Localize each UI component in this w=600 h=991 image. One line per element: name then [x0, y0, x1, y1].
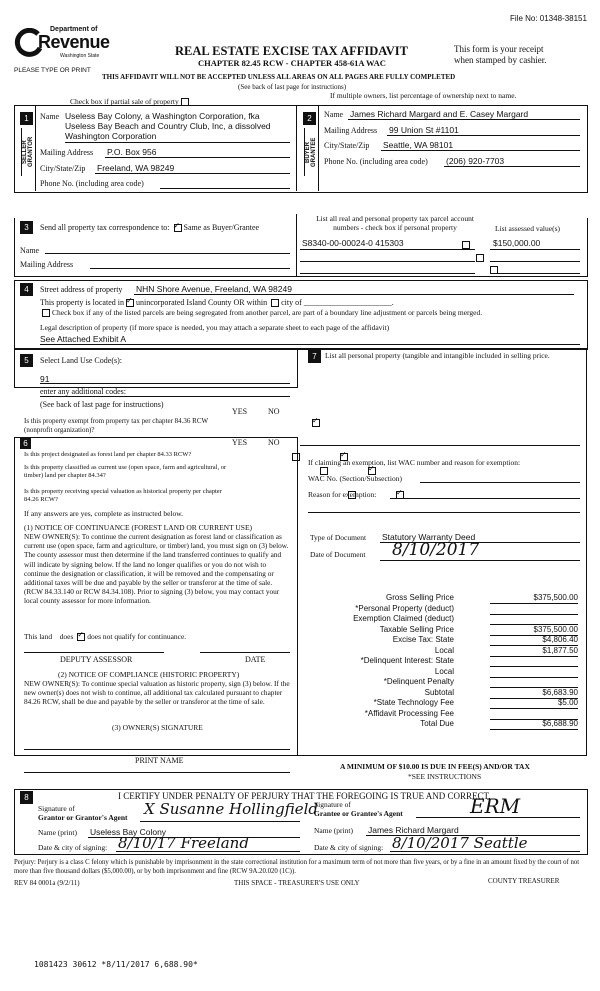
type-or-print: PLEASE TYPE OR PRINT [14, 67, 91, 74]
buyer-name[interactable]: James Richard Margard and E. Casey Margard [350, 109, 529, 119]
seller-name-3[interactable]: Washington Corporation [65, 131, 157, 141]
tax-row-label: Excise Tax: State [392, 635, 454, 644]
grantee-date[interactable]: 8/10/2017 Seattle [392, 834, 528, 852]
doc-type[interactable]: Statutory Warranty Deed [382, 532, 476, 542]
department-logo [14, 26, 124, 62]
tax-row [300, 677, 582, 688]
tax-row-value[interactable] [490, 709, 578, 720]
buyer-phone-label: Phone No. (including area code) [324, 157, 428, 166]
street-label: Street address of property [40, 285, 123, 294]
county-treasurer: COUNTY TREASURER [488, 877, 560, 885]
section-2-number: 2 [303, 112, 316, 125]
tax-row-value[interactable] [490, 677, 578, 688]
see-back-note: (See back of last page for instructions) [238, 83, 347, 91]
seller-mailing[interactable]: P.O. Box 956 [107, 147, 157, 157]
buyer-phone[interactable]: (206) 920-7703 [446, 156, 505, 166]
section-3-number: 3 [20, 221, 33, 234]
file-number: File No: 01348-38151 [510, 14, 587, 23]
does-not-checkbox[interactable] [77, 633, 85, 641]
located-line: This property is located in✓ unincorporated Island County OR within city of ______________________. [40, 298, 394, 307]
historic-question: Is this property receiving special valuation as historical property per chapter 84.26 RCW? [24, 488, 222, 503]
grantee-date-label: Date & city of signing: [314, 843, 384, 852]
tax-row-value[interactable] [490, 604, 578, 615]
seller-tab: SELLER GRANTOR [21, 128, 36, 176]
tax-row [300, 688, 582, 699]
section-6-number: 6 [20, 438, 31, 449]
receipt-note-2: when stamped by cashier. [454, 55, 547, 65]
tax-row-label: Exemption Claimed (deduct) [353, 614, 454, 623]
seller-name-2[interactable]: Useless Bay Beach and Country Club, Inc, a dissolved [65, 121, 271, 131]
tax-row-label: *Delinquent Penalty [383, 677, 454, 686]
buyer-mailing[interactable]: 99 Union St #1101 [389, 125, 459, 135]
section-4-number: 4 [20, 283, 33, 296]
doc-type-label: Type of Document [310, 533, 367, 542]
sec3-mailing-label: Mailing Address [20, 260, 74, 269]
dept-line2: Revenue [38, 32, 110, 52]
seller-city[interactable]: Freeland, WA 98249 [97, 163, 175, 173]
exemption-label: If claiming an exemption, list WAC number and reason for exemption: [308, 458, 521, 467]
assessed-1[interactable]: $150,000.00 [493, 238, 541, 248]
receipt-note-1: This form is your receipt [454, 44, 544, 54]
grantor-name-label: Name (print) [38, 828, 77, 837]
grantor-name[interactable]: Useless Bay Colony [90, 827, 167, 837]
minimum-due: A MINIMUM OF $10.00 IS DUE IN FEE(S) AND/OR TAX [340, 762, 530, 771]
sec5-no: NO [268, 407, 280, 416]
segregated-line: Check box if any of the listed parcels are being segregated from another parcel, are part of a boundary line adjustment or parcels being merged. [40, 308, 482, 317]
reason-label: Reason for exemption: [308, 490, 377, 499]
tax-row-label: *State Technology Fee [373, 698, 454, 707]
dept-line1: Department of [50, 26, 98, 33]
tax-row-value[interactable]: $6,688.90 [490, 719, 578, 730]
multiple-owners-note: If multiple owners, list percentage of ownership next to name. [330, 91, 517, 100]
dept-line3: Washington State [60, 53, 100, 59]
grantee-sig-label: Signature of Grantee or Grantee's Agent [314, 800, 403, 818]
form-warning: THIS AFFIDAVIT WILL NOT BE ACCEPTED UNLESS ALL AREAS ON ALL PAGES ARE FULLY COMPLETED [102, 73, 456, 81]
sec3-name-label: Name [20, 246, 40, 255]
tax-row-label: Local [434, 645, 454, 655]
buyer-city-label: City/State/Zip [324, 141, 370, 150]
tax-row [300, 709, 582, 720]
tax-row [300, 646, 582, 657]
section-5 [14, 348, 298, 388]
deputy-date: DATE [245, 655, 266, 664]
tax-row [300, 698, 582, 709]
tax-row-label: *Delinquent Interest: State [360, 656, 454, 665]
grantor-date[interactable]: 8/10/17 Freeland [118, 834, 249, 852]
sec5-see-back: (See back of last page for instructions) [40, 400, 164, 409]
assessed-header: List assessed value(s) [495, 224, 560, 233]
street-address[interactable]: NHN Shore Avenue, Freeland, WA 98249 [136, 284, 292, 294]
tax-row-value[interactable] [490, 656, 578, 667]
certify-statement: I CERTIFY UNDER PENALTY OF PERJURY THAT THE FOREGOING IS TRUE AND CORRECT. [118, 791, 491, 801]
sec6-yes: YES [232, 438, 248, 447]
legal-description[interactable]: See Attached Exhibit A [40, 334, 127, 344]
section-7-number: 7 [308, 350, 321, 363]
grantor-date-label: Date & city of signing: [38, 843, 108, 852]
notice1-title: (1) NOTICE OF CONTINUANCE (FOREST LAND OR CURRENT USE) [24, 523, 253, 532]
seller-phone-label: Phone No. (including area code) [40, 179, 144, 188]
legal-label: Legal description of property (if more space is needed, you may attach a separate sheet to each page of the affidavit) [40, 323, 390, 332]
notice2-body: NEW OWNER(S): To continue special valuation as historic property, sign (3) below. If the new owner(s) does not wish to continue, all additional tax calculated pursuant to chapter 84.26 RCW, shall be due and payable by the seller or transferor at the time of sale. [24, 679, 290, 707]
buyer-tab: BUYER GRANTEE [304, 128, 319, 176]
form-chapter: CHAPTER 82.45 RCW - CHAPTER 458-61A WAC [198, 58, 386, 68]
tax-row-value[interactable]: $375,500.00 [490, 593, 578, 604]
partial-sale-label: Check box if partial sale of property [70, 97, 191, 106]
parcel-1-checkbox[interactable] [462, 241, 470, 249]
tax-row [300, 656, 582, 667]
if-yes-note: If any answers are yes, complete as instructed below. [24, 509, 184, 518]
continuance-line: This land does ✓ does not qualify for continuance. [24, 632, 186, 641]
buyer-city[interactable]: Seattle, WA 98101 [383, 140, 454, 150]
tax-row-value[interactable] [490, 614, 578, 625]
cashier-stamp: 1081423 30612 *8/11/2017 6,688.90* [34, 960, 198, 969]
seller-city-label: City/State/Zip [40, 164, 86, 173]
tax-row-value[interactable] [490, 667, 578, 678]
wac-label: WAC No. (Section/Subsection) [308, 474, 402, 483]
buyer-name-label: Name [324, 110, 344, 119]
exempt-question: Is this property exempt from property tax per chapter 84.36 RCW (nonprofit organization)? [24, 417, 208, 434]
current-use-question: Is this property classified as current use (open space, farm and agricultural, or timber) land per chapter 84.34? [24, 464, 227, 479]
tax-row-label: Gross Selling Price [385, 593, 454, 602]
owner-signature: (3) OWNER(S) SIGNATURE [112, 723, 203, 732]
grantee-signature[interactable]: ERM [470, 794, 521, 818]
land-use-code[interactable]: 91 [40, 374, 50, 384]
same-as-buyer-checkbox[interactable] [174, 224, 182, 232]
treasurer-space: THIS SPACE - TREASURER'S USE ONLY [234, 879, 360, 887]
section-5-number: 5 [20, 354, 33, 367]
unincorporated-checkbox[interactable] [126, 299, 134, 307]
tax-row-label: Local [434, 666, 454, 676]
seller-name-label: Name [40, 112, 60, 121]
perjury-notice: Perjury: Perjury is a class C felony which is punishable by imprisonment in the state correctional institution for a maximum term of not more than five years, or by a fine in an amount fixed by the court of not more than five thousand dollars ($5,000.00), or by both imprisonment and fine (RCW 9A.20.020 (1C)). [14, 859, 580, 875]
doc-date-label: Date of Document [310, 550, 366, 559]
tax-row [300, 635, 582, 646]
tax-row-value[interactable]: $5.00 [490, 698, 578, 709]
parcels-header: List all real and personal property tax parcel account numbers - check box if personal property [316, 214, 474, 232]
grantee-name[interactable]: James Richard Margard [368, 825, 459, 835]
tax-row-label: *Affidavit Processing Fee [364, 708, 454, 718]
parcel-1[interactable]: S8340-00-00024-0 415303 [302, 238, 404, 248]
tax-row [300, 593, 582, 604]
tax-row-label: *Personal Property (deduct) [355, 603, 454, 613]
tax-row-label: Subtotal [424, 687, 454, 697]
notice2-title: (2) NOTICE OF COMPLIANCE (HISTORIC PROPERTY) [58, 670, 240, 679]
send-correspondence: Send all property tax correspondence to: ✓ Same as Buyer/Grantee [40, 223, 259, 232]
sec6-no: NO [268, 438, 280, 447]
tax-row [300, 614, 582, 625]
grantor-signature[interactable]: X Susanne Hollingfield [144, 800, 319, 818]
deputy-assessor: DEPUTY ASSESSOR [60, 655, 133, 664]
print-name: PRINT NAME [135, 756, 184, 765]
city-of-checkbox[interactable] [271, 299, 279, 307]
buyer-mailing-label: Mailing Address [324, 126, 378, 135]
form-title: REAL ESTATE EXCISE TAX AFFIDAVIT [175, 44, 408, 58]
tax-row [300, 604, 582, 615]
form-revision: REV 84 0001a (9/2/11) [14, 879, 80, 887]
tax-row [300, 625, 582, 636]
sec5-yes: YES [232, 407, 248, 416]
doc-date[interactable]: 8/10/2017 [392, 540, 480, 560]
additional-codes: enter any additional codes: [40, 387, 126, 396]
grantor-sig-label: Signature of Grantor or Grantor's Agent [38, 804, 128, 822]
tax-row [300, 667, 582, 678]
grantee-name-label: Name (print) [314, 826, 353, 835]
tax-row-value[interactable]: $1,877.50 [490, 646, 578, 657]
see-instructions: *SEE INSTRUCTIONS [408, 772, 482, 781]
tax-row-value[interactable]: $6,683.90 [490, 688, 578, 699]
section-1-number: 1 [20, 112, 33, 125]
seller-name-1[interactable]: Useless Bay Colony, a Washington Corporation, fka [65, 111, 260, 121]
parcel-2-checkbox[interactable] [476, 254, 484, 262]
forest-question: Is this project designated as forest land per chapter 84.33 RCW? [24, 451, 192, 458]
segregated-checkbox[interactable] [42, 309, 50, 317]
tax-row [300, 719, 582, 730]
seller-mailing-label: Mailing Address [40, 148, 94, 157]
tax-row-value[interactable]: $4,806.40 [490, 635, 578, 646]
tax-row-value[interactable]: $375,500.00 [490, 625, 578, 636]
tax-row-label: Taxable Selling Price [379, 624, 454, 634]
land-use-label: Select Land Use Code(s): [40, 356, 122, 365]
notice1-body: NEW OWNER(S): To continue the current designation as forest land or classification as current use (open space, farm and agriculture, or timber) land, you must sign on (3) below. The county assessor must then determine if the land transferred continues to qualify and will indicate by signing below. If the land no longer qualifies or you do not wish to continue the designation or classification, it will be removed and the compensating or additional taxes will be due and payable by the seller or transferor at the time of sale. (RCW 84.33.140 or RCW 84.34.108). Prior to signing (3) below, you may contact your local county assessor for more information. [24, 532, 289, 606]
tax-row-label: Total Due [420, 719, 454, 728]
personal-property-label: List all personal property (tangible and intangible included in selling price. [325, 351, 550, 360]
section-8-number: 8 [20, 791, 33, 804]
